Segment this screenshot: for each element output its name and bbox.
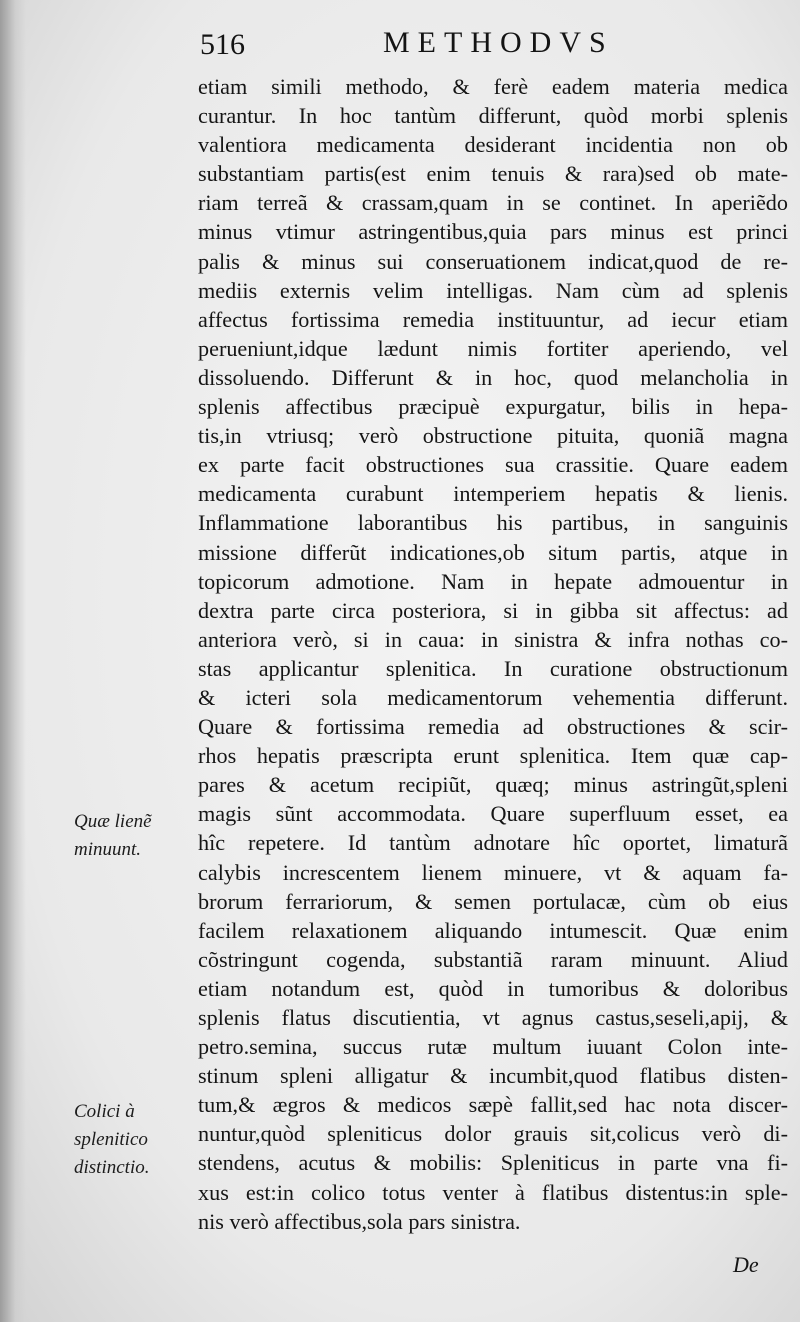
text-line: ex parte facit obstructiones sua crassitie. Quare eadem <box>198 452 788 478</box>
text-line: & icteri sola medicamentorum vehementia differunt. <box>198 684 788 710</box>
margin-note-spleen-reduction <box>74 808 202 864</box>
text-line: stas applicantur splenitica. In curatione obstructionum <box>198 655 788 681</box>
text-line: stendens, acutus & mobilis: Spleniticus in parte vna fi- <box>198 1150 788 1176</box>
text-line: magis sũnt accommodata. Quare superfluum esset, ea <box>198 801 788 827</box>
text-line: dextra parte circa posteriora, si in gibba sit affectus: ad <box>198 597 788 623</box>
catchword: De <box>733 1252 759 1277</box>
text-line: tis,in vtriusq; verò obstructione pituita, quoniã magna <box>198 423 788 449</box>
text-line: topicorum admotione. Nam in hepate admouentur in <box>198 568 788 594</box>
body-text <box>198 72 788 1236</box>
text-line: brorum ferrariorum, & semen portulacæ, cùm ob eius <box>198 888 788 914</box>
margin-note-line: splenitico <box>74 1129 148 1150</box>
page-header <box>200 24 780 64</box>
text-line: riam terreã & crassam,quam in se continet. In aperiẽdo <box>198 190 788 216</box>
text-line: calybis increscentem lienem minuere, vt & aquam fa- <box>198 859 788 885</box>
text-line: Inflammatione laborantibus his partibus, in sanguinis <box>198 510 788 536</box>
running-title: METHODVS <box>383 26 614 59</box>
text-line: stinum spleni alligatur & incumbit,quod flatibus disten- <box>198 1063 788 1089</box>
text-line: etiam simili methodo, & ferè eadem materia medica <box>198 74 788 99</box>
margin-note-colic-distinction <box>74 1098 202 1182</box>
text-line: perueniunt,idque lædunt nimis fortiter aperiendo, vel <box>198 335 788 361</box>
text-line: substantiam partis(est enim tenuis & rara)sed ob mate- <box>198 161 788 187</box>
text-line: nuntur,quòd spleniticus dolor grauis sit,colicus verò di- <box>198 1121 788 1147</box>
text-line: medicamenta curabunt intemperiem hepatis & lienis. <box>198 481 788 507</box>
text-line: anteriora verò, si in caua: in sinistra & infra nothas co- <box>198 626 788 652</box>
text-line: splenis affectibus præcipuè expurgatur, bilis in hepa- <box>198 394 788 420</box>
text-line: petro.semina, succus rutæ multum iuuant Colon inte- <box>198 1034 788 1060</box>
margin-note-line: minuunt. <box>74 839 142 860</box>
text-line: palis & minus sui conseruationem indicat,quod de re- <box>198 248 788 274</box>
margin-note-line: distinctio. <box>74 1157 150 1178</box>
margin-note-line: Colici à <box>74 1101 135 1122</box>
text-line: hîc repetere. Id tantùm adnotare hîc oportet, limaturã <box>198 830 788 856</box>
text-line: cõstringunt cogenda, substantiã raram minuunt. Aliud <box>198 946 788 972</box>
text-line: tum,& ægros & medicos sæpè fallit,sed hac nota discer- <box>198 1092 788 1118</box>
text-line: mediis externis velim intelligas. Nam cùm ad splenis <box>198 277 788 303</box>
page-number: 516 <box>200 28 245 61</box>
text-line: rhos hepatis præscripta erunt splenitica. Item quæ cap- <box>198 743 788 769</box>
text-line: Quare & fortissima remedia ad obstructiones & scir- <box>198 714 788 740</box>
text-line: splenis flatus discutientia, vt agnus castus,seseli,apij, & <box>198 1005 788 1030</box>
text-line: pares & acetum recipiũt, quæq; minus astringũt,spleni <box>198 772 788 798</box>
text-line: etiam notandum est, quòd in tumoribus & doloribus <box>198 975 788 1001</box>
text-line: valentiora medicamenta desiderant incidentia non ob <box>198 132 788 158</box>
page-gutter-shadow <box>0 0 26 1322</box>
text-line: missione differũt indicationes,ob situm partis, atque in <box>198 539 788 565</box>
text-line: xus est:in colico totus venter à flatibus distentus:in sple- <box>198 1179 788 1205</box>
text-line: curantur. In hoc tantùm differunt, quòd morbi splenis <box>198 103 788 129</box>
text-line: affectus fortissima remedia instituuntur, ad iecur etiam <box>198 306 788 332</box>
text-line: nis verò affectibus,sola pars sinistra. <box>198 1208 521 1234</box>
text-line: minus vtimur astringentibus,quia pars minus est princi <box>198 219 788 245</box>
text-line: facilem relaxationem aliquando intumescit. Quæ enim <box>198 917 788 943</box>
text-line: dissoluendo. Differunt & in hoc, quod melancholia in <box>198 364 788 390</box>
margin-note-line: Quæ lienẽ <box>74 811 152 832</box>
